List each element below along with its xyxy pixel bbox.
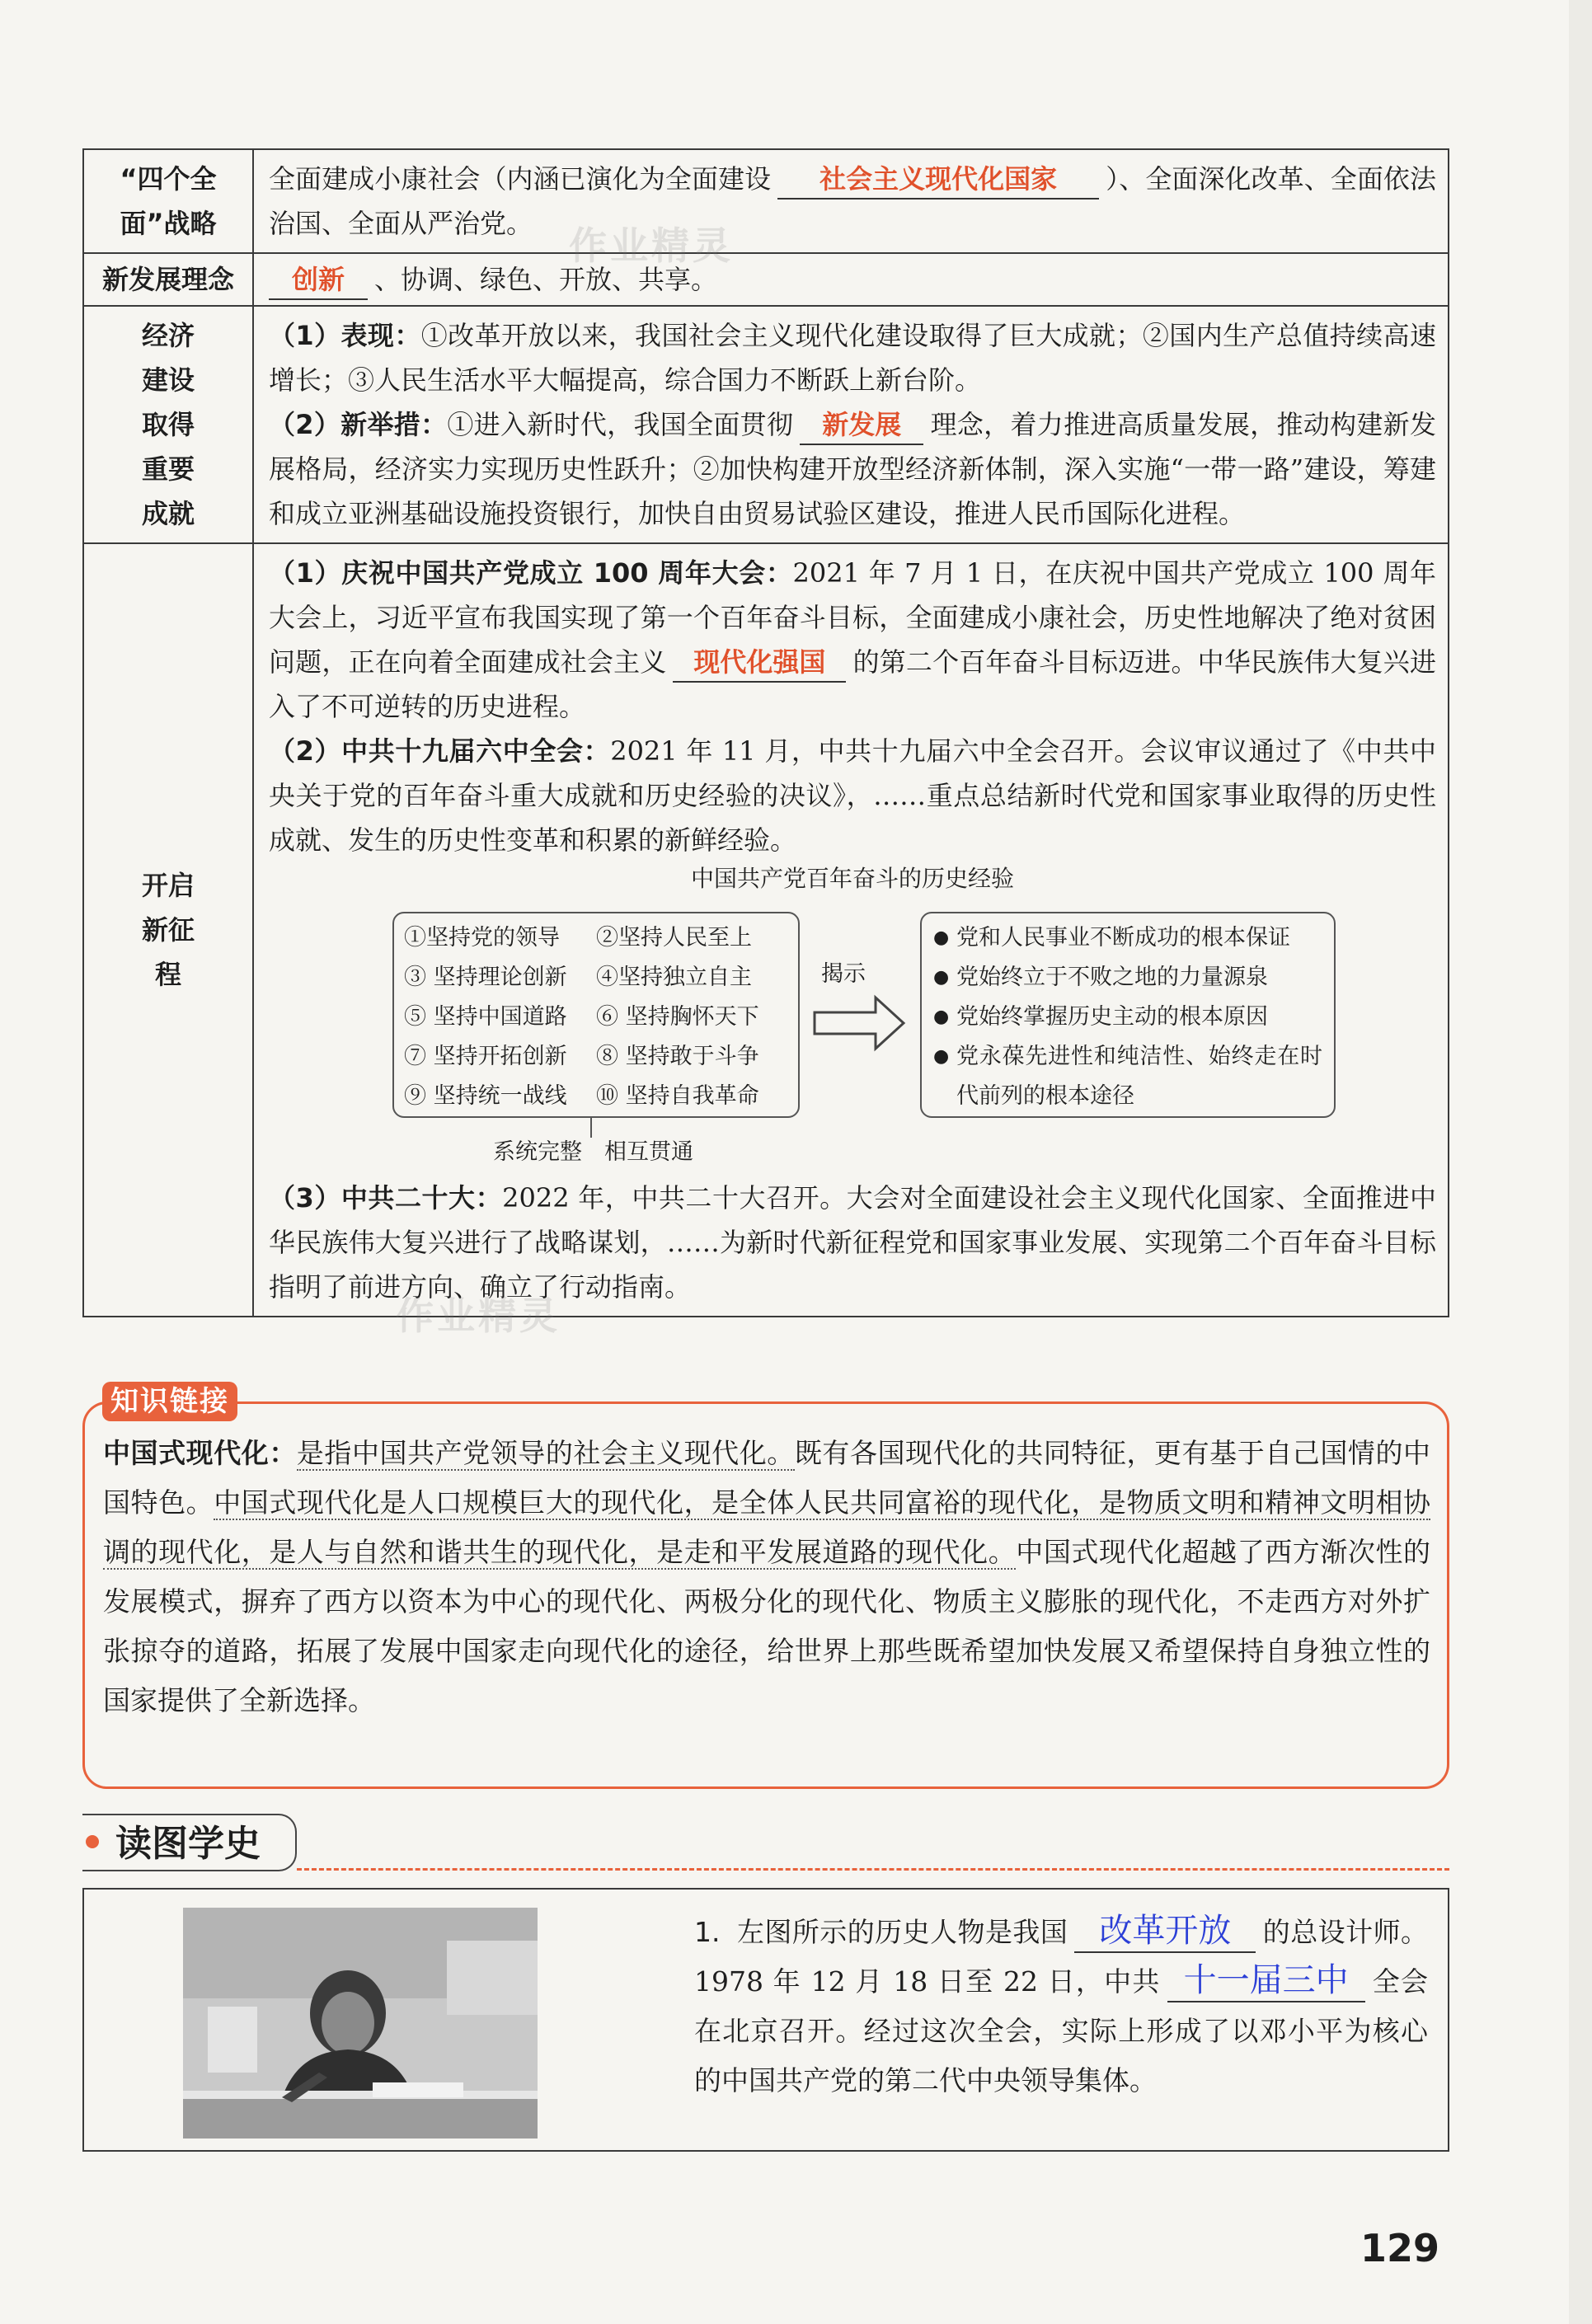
arrow-label: 揭示: [821, 961, 866, 987]
answer-blank: 新发展: [800, 406, 923, 445]
handwritten-answer: 改革开放: [1074, 1910, 1256, 1953]
summary-table: [82, 148, 1449, 1317]
definition: 是指中国共产党领导的社会主义现代化。: [296, 1437, 795, 1469]
knowledge-link-box: [82, 1401, 1449, 1789]
history-experience-diagram: [269, 862, 1436, 1176]
list-item: [933, 958, 1322, 998]
significance-item: 党永葆先进性和纯洁性、始终走在时代前列的根本途径: [956, 1044, 1322, 1109]
significance-item: 党始终掌握历史主动的根本原因: [956, 1004, 1268, 1030]
diagram-title: 中国共产党百年奋斗的历史经验: [690, 865, 1014, 892]
answer-blank: 现代化强国: [673, 643, 846, 683]
row-body-new-development: [253, 253, 1449, 306]
right-arrow-icon: [813, 994, 907, 1052]
answer-blank: 创新: [269, 261, 368, 300]
paragraph: [269, 402, 1436, 536]
text: 2022 年，中共二十大召开。大会对全面建设社会主义现代化国家、全面推进中华民族伟大复兴进行了战略谋划，……为新时代新征程党和国家事业发展、实现第二个百年奋斗目标指明了前进方向、确立了行动指南。: [269, 1182, 1436, 1303]
diagram-significance-list: [920, 912, 1336, 1118]
label: （1）表现：: [269, 320, 421, 351]
table-row: [83, 149, 1449, 253]
list-item: [933, 998, 1322, 1037]
experience-item: ⑨ 坚持统一战线: [404, 1083, 567, 1109]
bullet-icon: ●: [933, 927, 950, 948]
experience-item: ③ 坚持理论创新: [404, 965, 567, 990]
section-divider: [297, 1868, 1449, 1871]
significance-item: 党和人民事业不断成功的根本保证: [956, 925, 1290, 951]
text: 左图所示的历史人物是我国: [736, 1916, 1068, 1948]
portrait-photo-icon: [183, 1908, 538, 2139]
row-head-new-development: 新发展理念: [83, 253, 253, 306]
section-title: 读图学史: [82, 1814, 297, 1871]
experience-item: ②坚持人民至上: [596, 925, 752, 951]
row-head-new-journey: [83, 543, 253, 1317]
page-edge: [1569, 0, 1592, 2324]
handwritten-answer: 十一届三中: [1167, 1960, 1365, 2002]
text: 既有各国现代化的共同特征，更有基于自己国情的中国特色。: [103, 1437, 1431, 1519]
answer-blank: 社会主义现代化国家: [777, 160, 1099, 200]
experience-item: ⑧ 坚持敢于斗争: [596, 1044, 759, 1069]
question-number: 1.: [694, 1916, 721, 1948]
experience-item: ①坚持党的领导: [404, 925, 560, 951]
experience-item: ⑥ 坚持胸怀天下: [596, 1004, 759, 1030]
paragraph: [269, 729, 1436, 862]
diagram-bracket: [590, 1118, 592, 1138]
knowledge-link-tag: 知识链接: [102, 1382, 237, 1421]
text: ）、全面深化改革、全面依法治国、全面从严治党。: [269, 163, 1436, 239]
diagram-experience-list: [392, 912, 800, 1118]
deng-xiaoping-photo: [183, 1908, 538, 2139]
row-body-economy: [253, 306, 1449, 543]
diagram-caption: 系统完整 相互贯通: [493, 1139, 693, 1165]
label: （2）新举措：: [269, 409, 448, 440]
text: 的总设计师。1978 年 12 月 18 日至 22 日，中共: [694, 1916, 1429, 1998]
paragraph: [269, 313, 1436, 402]
bullet-icon: ●: [933, 1007, 950, 1027]
text: 理念，着力推进高质量发展，推动构建新发展格局，经济实力实现历史性跃升；②加快构建开放型经济新体制，深入实施“一带一路”建设，筹建和成立亚洲基础设施投资银行，加快自由贸易试验区建设，推进人民币国际化进程。: [269, 409, 1436, 529]
characteristics: 中国式现代化是人口规模巨大的现代化，是全体人民共同富裕的现代化，是物质文明和精神文明相协调的现代化，是人与自然和谐共生的现代化，是走和平发展道路的现代化。: [103, 1486, 1431, 1568]
reading-question: [694, 1908, 1428, 2106]
table-row: [83, 306, 1449, 543]
label: （2）中共十九届六中全会：: [269, 735, 611, 767]
list-item: [404, 1037, 788, 1077]
text: ①进入新时代，我国全面贯彻: [447, 409, 794, 440]
paragraph: [269, 551, 1436, 729]
row-body-new-journey: [253, 543, 1449, 1317]
table-row: [83, 253, 1449, 306]
list-item: [404, 918, 788, 958]
reading-box: [82, 1888, 1449, 2152]
text: 、协调、绿色、开放、共享。: [374, 264, 718, 295]
bullet-icon: ●: [933, 1046, 950, 1067]
text: 2021 年 11 月，中共十九届六中全会召开。会议审议通过了《中共中央关于党的百年奋斗重大成就和历史经验的决议》，……重点总结新时代党和国家事业取得的历史性成就、发生的历史性变革和积累的新鲜经验。: [269, 735, 1436, 856]
text: 全面建成小康社会（内涵已演化为全面建设: [269, 163, 772, 195]
table-row: [83, 543, 1449, 1317]
bullet-icon: ●: [933, 967, 950, 988]
text: 中国式现代化超越了西方渐次性的发展模式，摒弃了西方以资本为中心的现代化、两极分化的现代化、物质主义膨胀的现代化，不走西方对外扩张掠夺的道路，拓展了发展中国家走向现代化的途径，给世界上那些既希望加快发展又希望保持自身独立性的国家提供了全新选择。: [103, 1536, 1431, 1716]
significance-item: 党始终立于不败之地的力量源泉: [956, 965, 1268, 990]
experience-item: ⑦ 坚持开拓创新: [404, 1044, 567, 1069]
row-head-new-journey-label: 开启新征程: [142, 870, 195, 990]
label: （1）庆祝中国共产党成立 100 周年大会：: [269, 557, 793, 589]
text: 2021 年 7 月 1 日，在庆祝中国共产党成立 100 周年大会上，习近平宣布我国实现了第一个百年奋斗目标，全面建成小康社会，历史性地解决了绝对贫困问题，正在向着全面建成社会主义: [269, 557, 1436, 678]
section-dot-icon: [86, 1835, 99, 1848]
experience-item: ④坚持独立自主: [596, 965, 752, 990]
experience-item: ⑩ 坚持自我革命: [596, 1083, 759, 1109]
row-head-four-comprehensives: “四个全面”战略: [83, 149, 253, 253]
experience-item: ⑤ 坚持中国道路: [404, 1004, 567, 1030]
list-item: [404, 958, 788, 998]
row-body-four-comprehensives: [253, 149, 1449, 253]
row-head-economy-label: 经济建设取得重要成就: [142, 320, 195, 529]
row-head-economy: [83, 306, 253, 543]
text: ①改革开放以来，我国社会主义现代化建设取得了巨大成就；②国内生产总值持续高速增长；③人民生活水平大幅提高，综合国力不断跃上新台阶。: [269, 320, 1436, 396]
watermark: 作业精灵: [569, 223, 734, 268]
text: 的第二个百年奋斗目标迈进。中华民族伟大复兴进入了不可逆转的历史进程。: [269, 646, 1436, 722]
knowledge-term: 中国式现代化：: [103, 1437, 297, 1469]
text: 全会在北京召开。经过这次全会，实际上形成了以邓小平为核心的中国共产党的第二代中央领导集体。: [694, 1965, 1429, 2096]
page-number: 129: [1360, 2226, 1440, 2270]
list-item: [404, 1077, 788, 1116]
list-item: [933, 918, 1322, 958]
list-item: [933, 1037, 1322, 1116]
list-item: [404, 998, 788, 1037]
watermark: 作业精灵: [396, 1293, 561, 1338]
label: （3）中共二十大：: [269, 1182, 503, 1214]
